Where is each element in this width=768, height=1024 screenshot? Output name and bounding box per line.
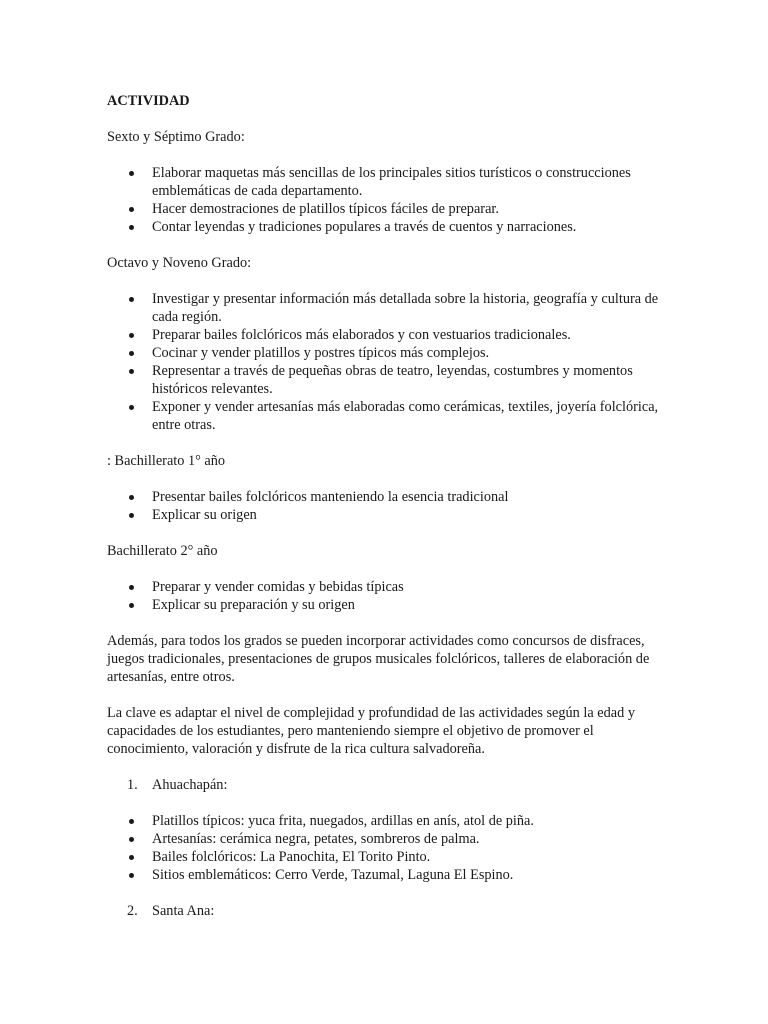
bullet-icon	[129, 837, 134, 842]
numbered-list-department-2	[107, 902, 667, 920]
bullet-list-sexto	[107, 164, 667, 236]
bullet-icon	[129, 351, 134, 356]
bullet-icon	[129, 297, 134, 302]
bullet-icon	[129, 819, 134, 824]
list-item: Exponer y vender artesanías más elaboradas como cerámicas, textiles, joyería folclórica, entre otras.	[107, 398, 667, 434]
list-item: Elaborar maquetas más sencillas de los principales sitios turísticos o construcciones emblemáticas de cada departamento.	[107, 164, 667, 200]
list-item: Sitios emblemáticos: Cerro Verde, Tazumal, Laguna El Espino.	[107, 866, 667, 884]
list-item: Bailes folclóricos: La Panochita, El Torito Pinto.	[107, 848, 667, 866]
bullet-icon	[129, 369, 134, 374]
list-item: Explicar su origen	[107, 506, 667, 524]
bullet-icon	[129, 585, 134, 590]
bullet-icon	[129, 207, 134, 212]
paragraph-ademas: Además, para todos los grados se pueden incorporar actividades como concursos de disfraces, juegos tradicionales, presentaciones de grupos musicales folclóricos, talleres de elaboración de artesanías, entre otros.	[107, 633, 650, 685]
section-heading-octavo: Octavo y Noveno Grado:	[107, 255, 252, 271]
bullet-icon	[129, 855, 134, 860]
list-item: Preparar bailes folclóricos más elaborados y con vestuarios tradicionales.	[107, 326, 667, 344]
document-title: ACTIVIDAD	[107, 93, 190, 109]
department-heading: 1. Ahuachapán:	[127, 777, 228, 793]
list-item: Contar leyendas y tradiciones populares a través de cuentos y narraciones.	[107, 218, 667, 236]
numbered-list-department-1	[107, 776, 667, 794]
bullet-list-department-1	[107, 812, 667, 884]
list-item: Investigar y presentar información más detallada sobre la historia, geografía y cultura de cada región.	[107, 290, 667, 326]
bullet-icon	[129, 225, 134, 230]
section-heading-bachillerato-2: Bachillerato 2° año	[107, 543, 218, 559]
list-item: Preparar y vender comidas y bebidas típicas	[107, 578, 667, 596]
bullet-list-bachillerato-1	[107, 488, 667, 524]
bullet-icon	[129, 495, 134, 500]
list-item: Explicar su preparación y su origen	[107, 596, 667, 614]
bullet-icon	[129, 171, 134, 176]
list-item: Cocinar y vender platillos y postres típicos más complejos.	[107, 344, 667, 362]
department-heading: 2. Santa Ana:	[127, 903, 215, 919]
bullet-icon	[129, 333, 134, 338]
paragraph-clave: La clave es adaptar el nivel de complejidad y profundidad de las actividades según la edad y capacidades de los estudiantes, pero manteniendo siempre el objetivo de promover el conocimiento, valoración y disfrute de la rica cultura salvadoreña.	[107, 705, 635, 757]
bullet-icon	[129, 603, 134, 608]
section-heading-bachillerato-1: : Bachillerato 1° año	[107, 453, 226, 469]
list-item: Presentar bailes folclóricos manteniendo la esencia tradicional	[107, 488, 667, 506]
list-item: Platillos típicos: yuca frita, nuegados, ardillas en anís, atol de piña.	[107, 812, 667, 830]
bullet-icon	[129, 405, 134, 410]
section-heading-sexto: Sexto y Séptimo Grado:	[107, 129, 245, 145]
list-item: Artesanías: cerámica negra, petates, sombreros de palma.	[107, 830, 667, 848]
list-item: Hacer demostraciones de platillos típicos fáciles de preparar.	[107, 200, 667, 218]
document-page	[107, 92, 667, 938]
bullet-list-octavo	[107, 290, 667, 434]
bullet-icon	[129, 873, 134, 878]
list-item: Representar a través de pequeñas obras de teatro, leyendas, costumbres y momentos históricos relevantes.	[107, 362, 667, 398]
bullet-list-bachillerato-2	[107, 578, 667, 614]
bullet-icon	[129, 513, 134, 518]
